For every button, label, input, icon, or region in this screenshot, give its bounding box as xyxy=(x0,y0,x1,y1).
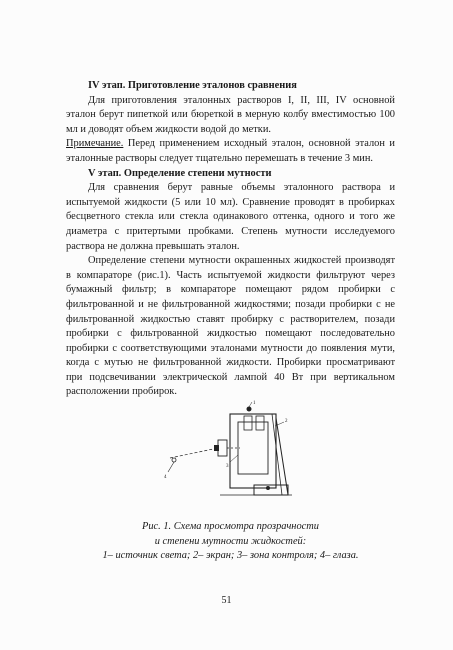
comparator-base xyxy=(254,485,288,495)
body-text xyxy=(66,79,395,400)
test-tube xyxy=(244,416,252,430)
page-number: 51 xyxy=(221,595,232,606)
diagram-label-3: 3 xyxy=(226,464,229,469)
section-4-heading: IV этап. Приготовление эталонов сравнения xyxy=(88,80,297,91)
viewing-window xyxy=(218,440,227,456)
caption-line-3: 1– источник света; 2– экран; 3– зона контроля; 4– глаза. xyxy=(102,550,359,562)
comparator-diagram xyxy=(160,400,310,505)
diagram-label-2: 2 xyxy=(285,419,288,424)
section-5-paragraph-1: Для сравнения берут равные объемы эталонного раствора и испытуемой жидкости (5 или 10 мл). Сравнение проводят в пробирках бесцветного стекла или стекла одинакового оттенка, одного и того же диаметра с притертыми пробками. Степень мутности исследуемого раствора не должна превышать эталон. xyxy=(66,182,395,252)
figure-caption xyxy=(66,520,395,564)
note-label: Примечание. xyxy=(66,138,124,150)
diagram-label-1: 1 xyxy=(253,401,256,406)
section-5-heading: V этап. Определение степени мутности xyxy=(88,167,272,179)
light-source-icon xyxy=(247,407,252,412)
caption-line-1: Рис. 1. Схема просмотра прозрачности xyxy=(142,521,319,532)
diagram-label-4: 4 xyxy=(164,475,167,480)
caption-line-2: и степени мутности жидкостей: xyxy=(154,535,307,547)
eye-icon xyxy=(172,458,176,462)
section-5-paragraph-2: Определение степени мутности окрашенных жидкостей производят в компараторе (рис.1). Часть испытуемой жидкости фильтруют через бумажный фильтр; в компараторе помещают рядом пробирки с фильтрованной и не фильтрованной жидкостями; позади пробирки с не фильтрованной жидкостью ставят пробирку с растворителем, позади пробирки с фильтрованной жидкостью помещают последовательно пробирки с соответствующими эталонами мутности до появления мути, когда с мутью не фильтрованной жидкости. Пробирки просматривают при подсвечивании электрической лампой 40 Вт при вертикальном расположении пробирок. xyxy=(66,255,395,398)
note-text: Перед применением исходный эталон, основной эталон и эталонные растворы следует тщательно перемешать в течение 3 мин. xyxy=(66,138,395,164)
section-4-paragraph: Для приготовления эталонных растворов I, II, III, IV основной эталон берут пипеткой или бюреткой в мерную колбу вместимостью 100 мл и доводят объем жидкости водой до метки. xyxy=(66,94,395,135)
section-4-note xyxy=(66,137,395,166)
comparator-housing xyxy=(230,414,276,488)
test-tube xyxy=(256,416,264,430)
